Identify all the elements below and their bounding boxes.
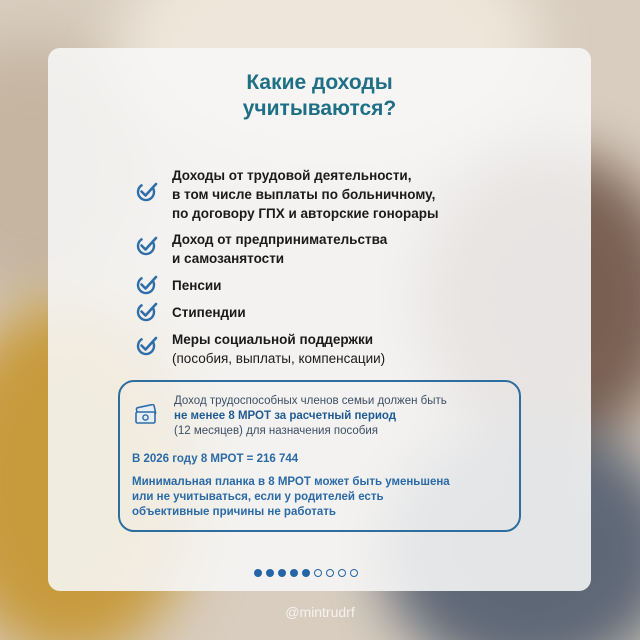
item-text: Доходы от трудовой деятельности,	[172, 168, 412, 183]
check-icon	[136, 273, 158, 295]
check-icon	[136, 180, 158, 202]
info-text: Доход трудоспособных членов семьи должен быть	[174, 395, 447, 407]
item-subtext: (пособия, выплаты, компенсации)	[172, 351, 386, 366]
mrot-value: В 2026 году 8 МРОТ = 216 744	[132, 453, 299, 465]
item-text: по договору ГПХ и авторские гонорары	[172, 206, 439, 221]
pagination-dot[interactable]	[338, 569, 346, 577]
pagination-dot[interactable]	[314, 569, 322, 577]
note-paragraph	[132, 475, 517, 520]
money-stack-icon	[134, 404, 158, 426]
item-text: Пенсии	[172, 278, 222, 293]
note-text: или не учитываться, если у родителей есть	[132, 491, 384, 503]
pagination-dot[interactable]	[326, 569, 334, 577]
check-icon	[136, 234, 158, 256]
pagination-dot[interactable]	[302, 569, 310, 577]
info-card	[48, 48, 591, 591]
pagination-dot[interactable]	[290, 569, 298, 577]
item-text: в том числе выплаты по больничному,	[172, 187, 436, 202]
pagination-dot[interactable]	[278, 569, 286, 577]
note-text: объективные причины не работать	[132, 506, 336, 518]
note-text: Минимальная планка в 8 МРОТ может быть уменьшена	[132, 476, 450, 488]
info-text: (12 месяцев) для назначения пособия	[174, 425, 379, 437]
item-text: Доход от предпринимательства	[172, 232, 388, 247]
title-line-1: Какие доходы	[246, 71, 393, 94]
info-paragraph	[174, 394, 519, 439]
account-handle: @mintrudrf	[285, 604, 355, 620]
info-box	[118, 380, 521, 532]
pagination-dot[interactable]	[266, 569, 274, 577]
check-icon	[136, 300, 158, 322]
check-icon	[136, 334, 158, 356]
pagination-dot[interactable]	[350, 569, 358, 577]
page-title	[48, 70, 591, 122]
item-text: Меры социальной поддержки	[172, 332, 374, 347]
item-text: Стипендии	[172, 305, 246, 320]
item-text: и самозанятости	[172, 251, 285, 266]
info-highlight: не менее 8 МРОТ за расчетный период	[174, 410, 397, 422]
pagination-dot[interactable]	[254, 569, 262, 577]
pagination-dots	[254, 569, 358, 579]
title-line-2: учитываются?	[242, 97, 397, 120]
